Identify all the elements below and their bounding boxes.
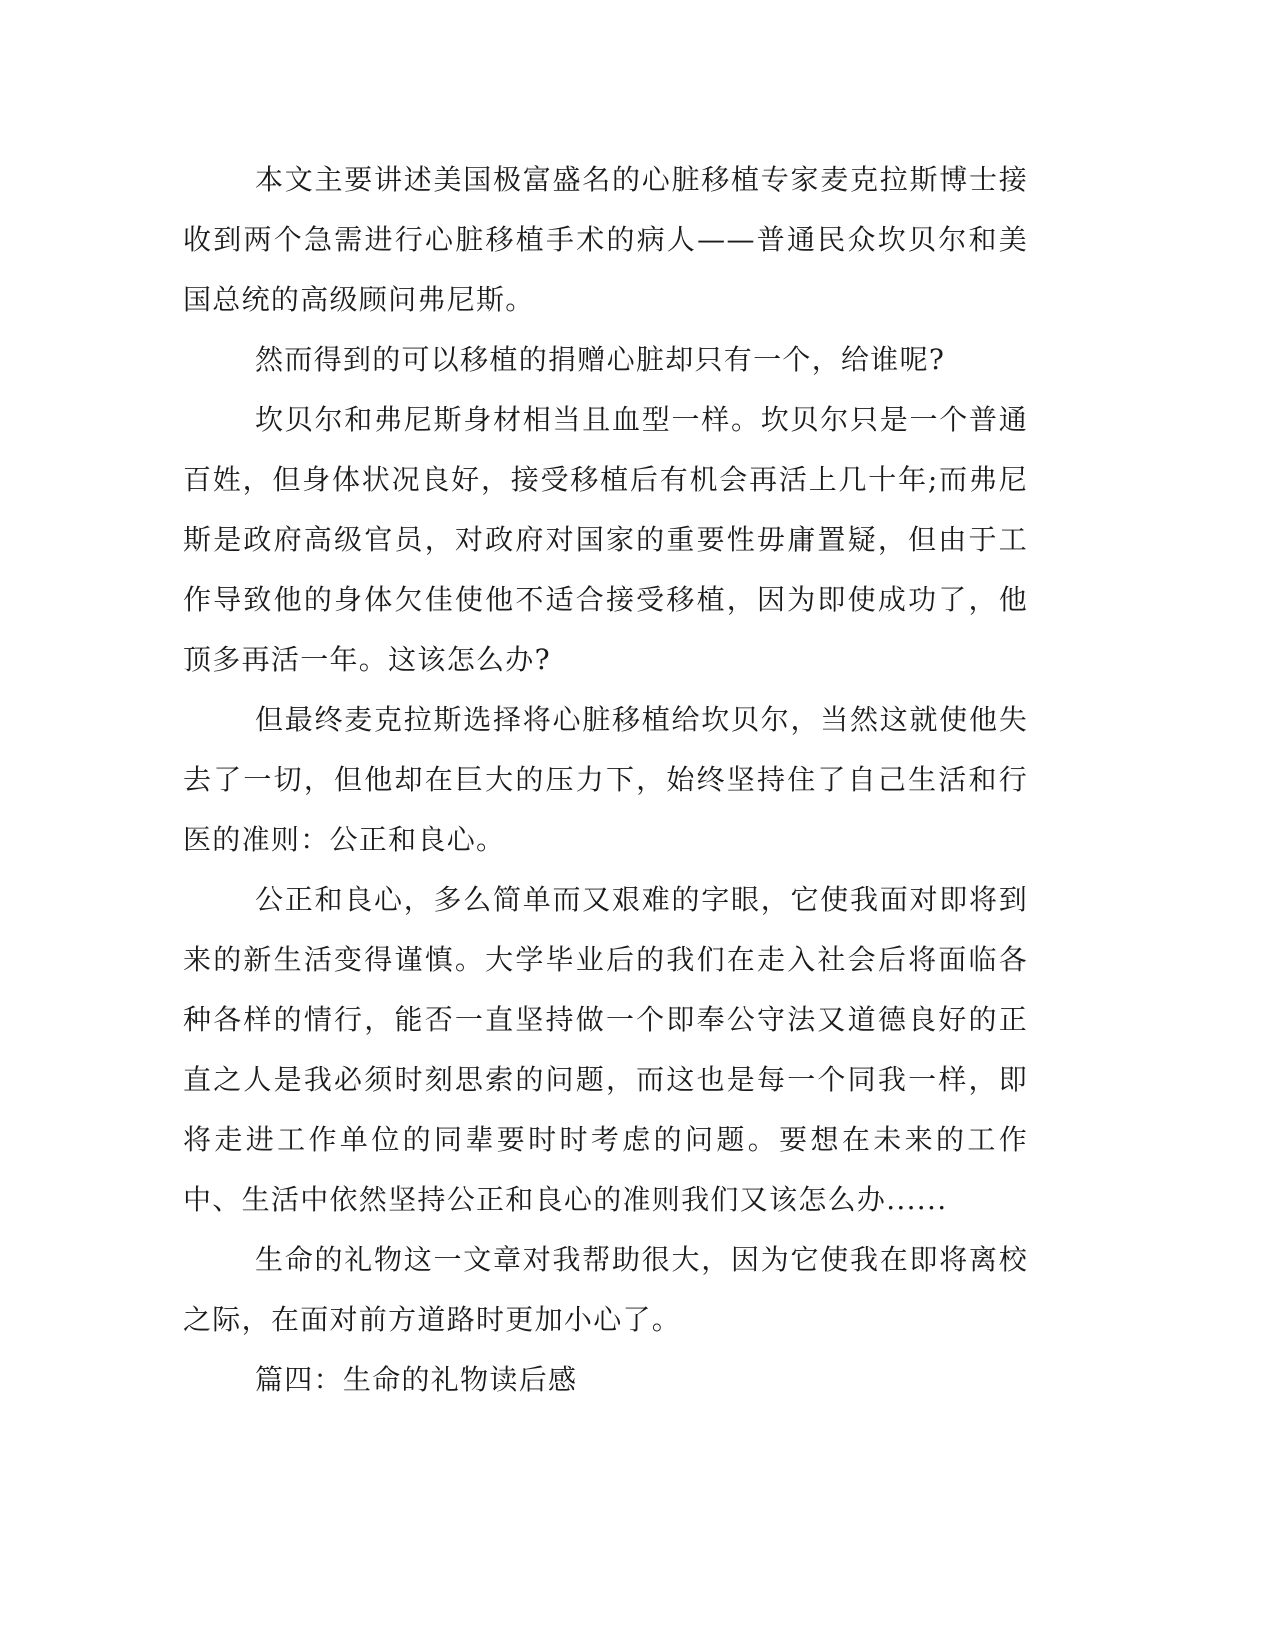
- paragraph-conclusion: 生命的礼物这一文章对我帮助很大，因为它使我在即将离校之际，在面对前方道路时更加小心了。: [183, 1243, 1028, 1336]
- paragraph-question: 然而得到的可以移植的捐赠心脏却只有一个，给谁呢?: [255, 343, 946, 376]
- document-body: [183, 150, 1028, 1410]
- paragraph-decision: 但最终麦克拉斯选择将心脏移植给坎贝尔，当然这就使他失去了一切，但他却在巨大的压力下，始终坚持住了自己生活和行医的准则：公正和良心。: [183, 703, 1028, 856]
- paragraph-summary: 本文主要讲述美国极富盛名的心脏移植专家麦克拉斯博士接收到两个急需进行心脏移植手术的病人——普通民众坎贝尔和美国总统的高级顾问弗尼斯。: [183, 163, 1028, 316]
- paragraph-patients: 坎贝尔和弗尼斯身材相当且血型一样。坎贝尔只是一个普通百姓，但身体状况良好，接受移植后有机会再活上几十年;而弗尼斯是政府高级官员，对政府对国家的重要性毋庸置疑，但由于工作导致他的身体欠佳使他不适合接受移植，因为即使成功了，他顶多再活一年。这该怎么办?: [183, 403, 1028, 676]
- paragraph-reflection: 公正和良心，多么简单而又艰难的字眼，它使我面对即将到来的新生活变得谨慎。大学毕业后的我们在走入社会后将面临各种各样的情行，能否一直坚持做一个即奉公守法又道德良好的正直之人是我必须时刻思索的问题，而这也是每一个同我一样，即将走进工作单位的同辈要时时考虑的问题。要想在未来的工作中、生活中依然坚持公正和良心的准则我们又该怎么办......: [183, 883, 1028, 1216]
- section-heading: 篇四：生命的礼物读后感: [255, 1363, 578, 1396]
